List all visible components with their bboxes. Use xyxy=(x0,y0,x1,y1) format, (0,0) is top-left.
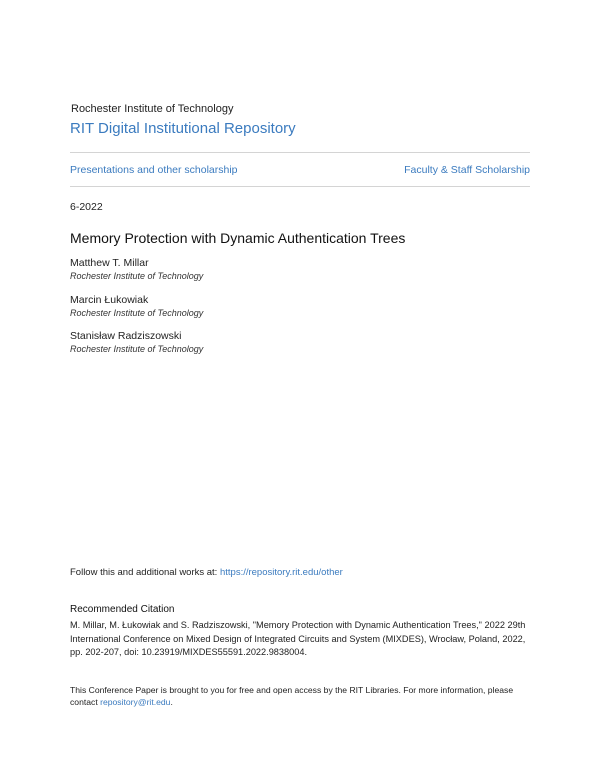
author-entry xyxy=(70,330,530,354)
collection-link-faculty[interactable]: Faculty & Staff Scholarship xyxy=(404,164,530,176)
notice-text: This Conference Paper is brought to you for free and open access by the RIT Libraries. For more information, please contact xyxy=(70,685,514,707)
publication-date: 6-2022 xyxy=(70,201,103,213)
author-entry xyxy=(70,294,530,318)
paper-title: Memory Protection with Dynamic Authentication Trees xyxy=(70,230,406,246)
follow-line xyxy=(70,567,343,578)
follow-link[interactable]: https://repository.rit.edu/other xyxy=(219,567,343,578)
author-affiliation: Rochester Institute of Technology xyxy=(70,308,204,318)
author-name: Marcin Łukowiak xyxy=(70,294,149,306)
divider-top xyxy=(70,152,530,153)
divider-bottom xyxy=(70,186,530,187)
collection-link-presentations[interactable]: Presentations and other scholarship xyxy=(70,164,238,176)
author-entry xyxy=(70,257,530,281)
notice-end: . xyxy=(170,697,173,707)
follow-text: Follow this and additional works at: xyxy=(70,567,220,578)
citation-text: M. Millar, M. Łukowiak and S. Radziszowski, "Memory Protection with Dynamic Authentication Trees," 2022 29th International Conference on Mixed Design of Integrated Circuits and System (MIXDES), Wrocław, Poland, 2022, pp. 202-207, doi: 10.23919/MIXDES55591.2022.9838004. xyxy=(70,620,526,657)
repository-link[interactable]: RIT Digital Institutional Repository xyxy=(70,120,296,137)
institution-name: Rochester Institute of Technology xyxy=(71,103,234,115)
citation-heading: Recommended Citation xyxy=(70,604,175,615)
author-affiliation: Rochester Institute of Technology xyxy=(70,271,204,281)
author-name: Matthew T. Millar xyxy=(70,257,149,269)
author-name: Stanisław Radziszowski xyxy=(70,330,182,342)
access-notice xyxy=(70,684,540,708)
contact-email-link[interactable]: repository@rit.edu xyxy=(100,697,171,707)
author-affiliation: Rochester Institute of Technology xyxy=(70,344,204,354)
